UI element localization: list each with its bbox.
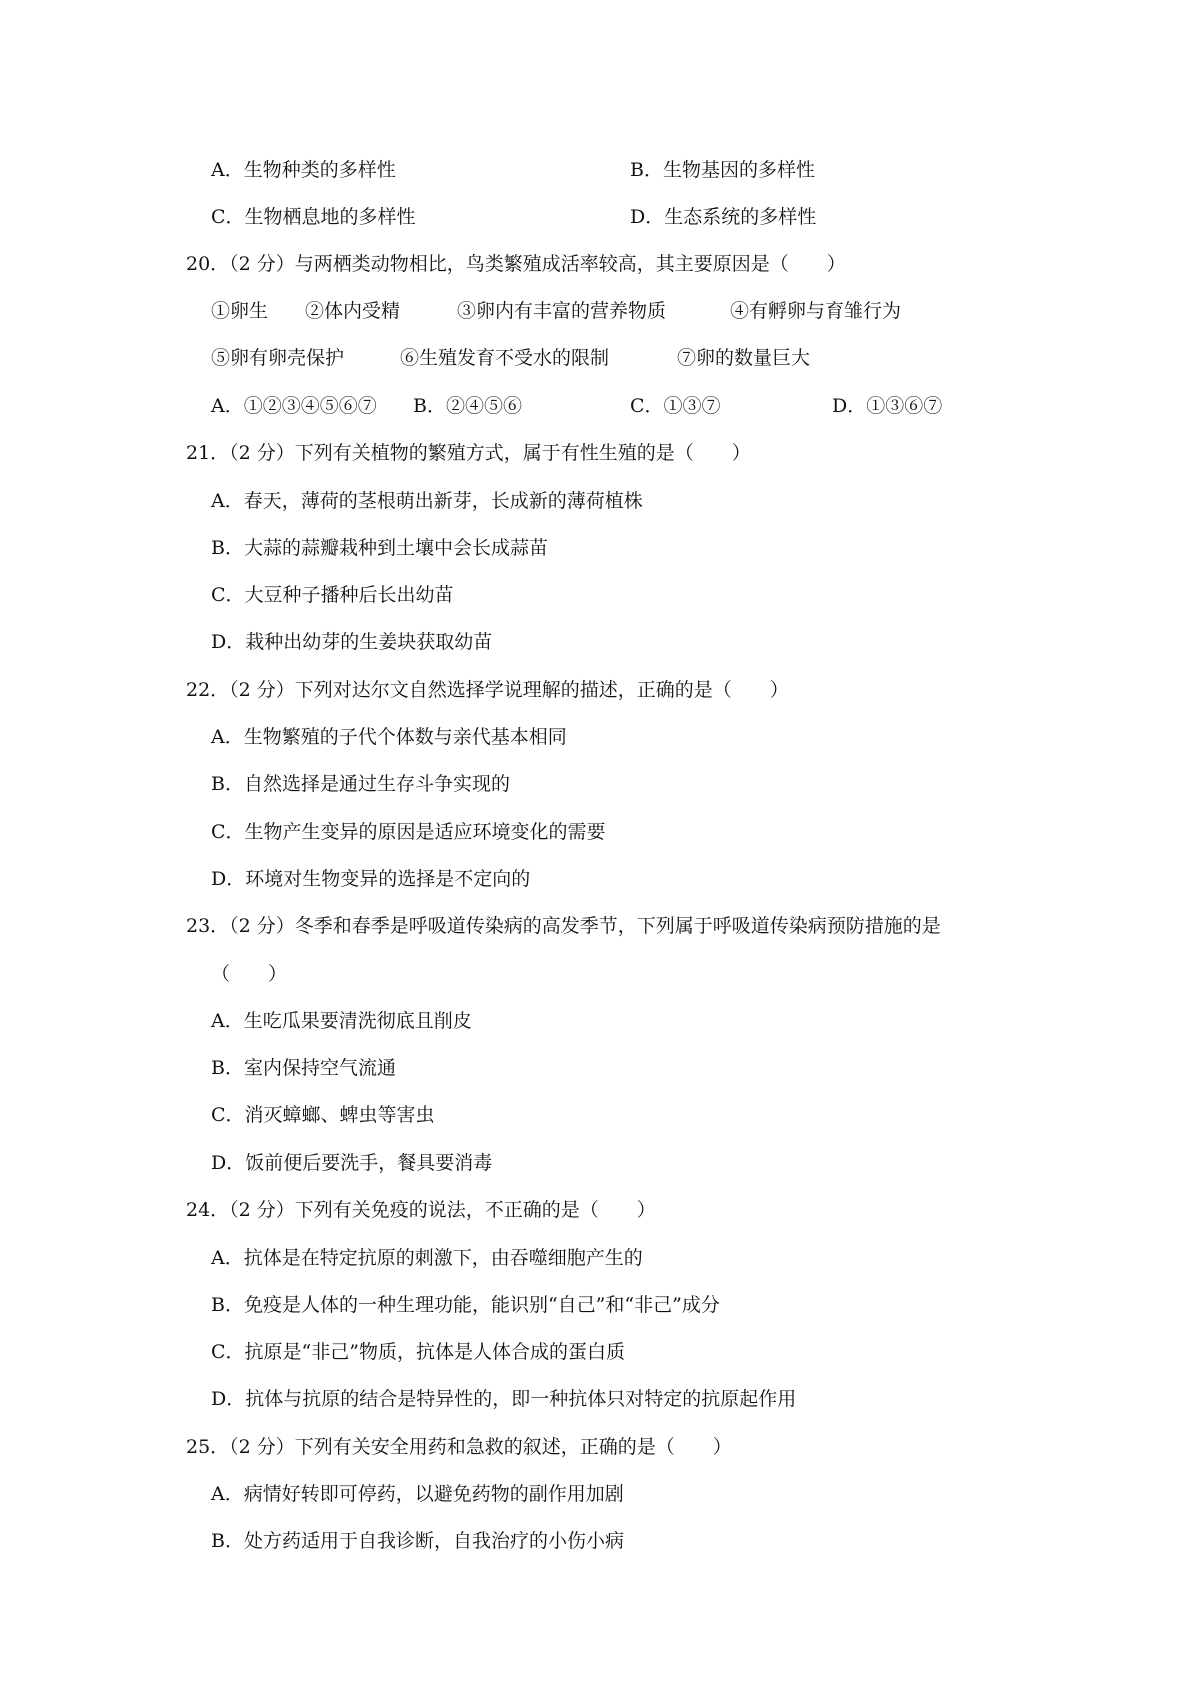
q22-option-a: A．生物繁殖的子代个体数与亲代基本相同	[211, 726, 567, 748]
q21-option-d: D．栽种出幼芽的生姜块获取幼苗	[211, 631, 493, 653]
q21-stem: 21．（2 分）下列有关植物的繁殖方式，属于有性生殖的是（ ）	[186, 442, 751, 464]
q25-option-b: B．处方药适用于自我诊断，自我治疗的小伤小病	[211, 1530, 624, 1552]
q20-item-5: ⑤卵有卵壳保护	[211, 347, 345, 369]
q24-stem: 24．（2 分）下列有关免疫的说法，不正确的是（ ）	[186, 1199, 656, 1221]
q19-option-c: C．生物栖息地的多样性	[211, 206, 416, 228]
q20-item-2: ②体内受精	[305, 300, 401, 322]
q25-option-a: A．病情好转即可停药，以避免药物的副作用加剧	[211, 1483, 624, 1505]
q23-option-b: B．室内保持空气流通	[211, 1057, 396, 1079]
q23-stem: 23．（2 分）冬季和春季是呼吸道传染病的高发季节，下列属于呼吸道传染病预防措施的是	[186, 915, 941, 937]
q24-option-a: A．抗体是在特定抗原的刺激下，由吞噬细胞产生的	[211, 1247, 643, 1269]
q23-option-a: A．生吃瓜果要清洗彻底且削皮	[211, 1010, 472, 1032]
q20-item-7: ⑦卵的数量巨大	[677, 347, 811, 369]
q20-item-4: ④有孵卵与育雏行为	[730, 300, 902, 322]
q24-option-b: B．免疫是人体的一种生理功能，能识别“自己”和“非己”成分	[211, 1294, 720, 1316]
q22-option-d: D．环境对生物变异的选择是不定向的	[211, 868, 531, 890]
q24-option-d: D．抗体与抗原的结合是特异性的，即一种抗体只对特定的抗原起作用	[211, 1388, 797, 1410]
q21-option-a: A．春天，薄荷的茎根萌出新芽，长成新的薄荷植株	[211, 490, 643, 512]
q19-option-b: B．生物基因的多样性	[630, 159, 815, 181]
q25-stem: 25．（2 分）下列有关安全用药和急救的叙述，正确的是（ ）	[186, 1436, 732, 1458]
q22-option-b: B．自然选择是通过生存斗争实现的	[211, 773, 510, 795]
q20-item-1: ①卵生	[211, 300, 269, 322]
q21-option-b: B．大蒜的蒜瓣栽种到土壤中会长成蒜苗	[211, 537, 548, 559]
q23-stem-cont: （ ）	[211, 963, 288, 985]
q19-option-d: D．生态系统的多样性	[630, 206, 817, 228]
q23-option-c: C．消灭蟑螂、蜱虫等害虫	[211, 1104, 435, 1126]
q20-option-a: A．①②③④⑤⑥⑦	[211, 395, 377, 417]
q20-option-b: B．②④⑤⑥	[413, 395, 522, 417]
q24-option-c: C．抗原是“非己”物质，抗体是人体合成的蛋白质	[211, 1341, 625, 1363]
q22-stem: 22．（2 分）下列对达尔文自然选择学说理解的描述，正确的是（ ）	[186, 679, 789, 701]
q20-stem: 20．（2 分）与两栖类动物相比，鸟类繁殖成活率较高，其主要原因是（ ）	[186, 253, 846, 275]
q19-option-a: A．生物种类的多样性	[211, 159, 396, 181]
q20-item-3: ③卵内有丰富的营养物质	[457, 300, 667, 322]
q21-option-c: C．大豆种子播种后长出幼苗	[211, 584, 454, 606]
q22-option-c: C．生物产生变异的原因是适应环境变化的需要	[211, 821, 606, 843]
q23-option-d: D．饭前便后要洗手，餐具要消毒	[211, 1152, 493, 1174]
q20-option-d: D．①③⑥⑦	[832, 395, 943, 417]
q20-item-6: ⑥生殖发育不受水的限制	[400, 347, 610, 369]
q20-option-c: C．①③⑦	[630, 395, 721, 417]
